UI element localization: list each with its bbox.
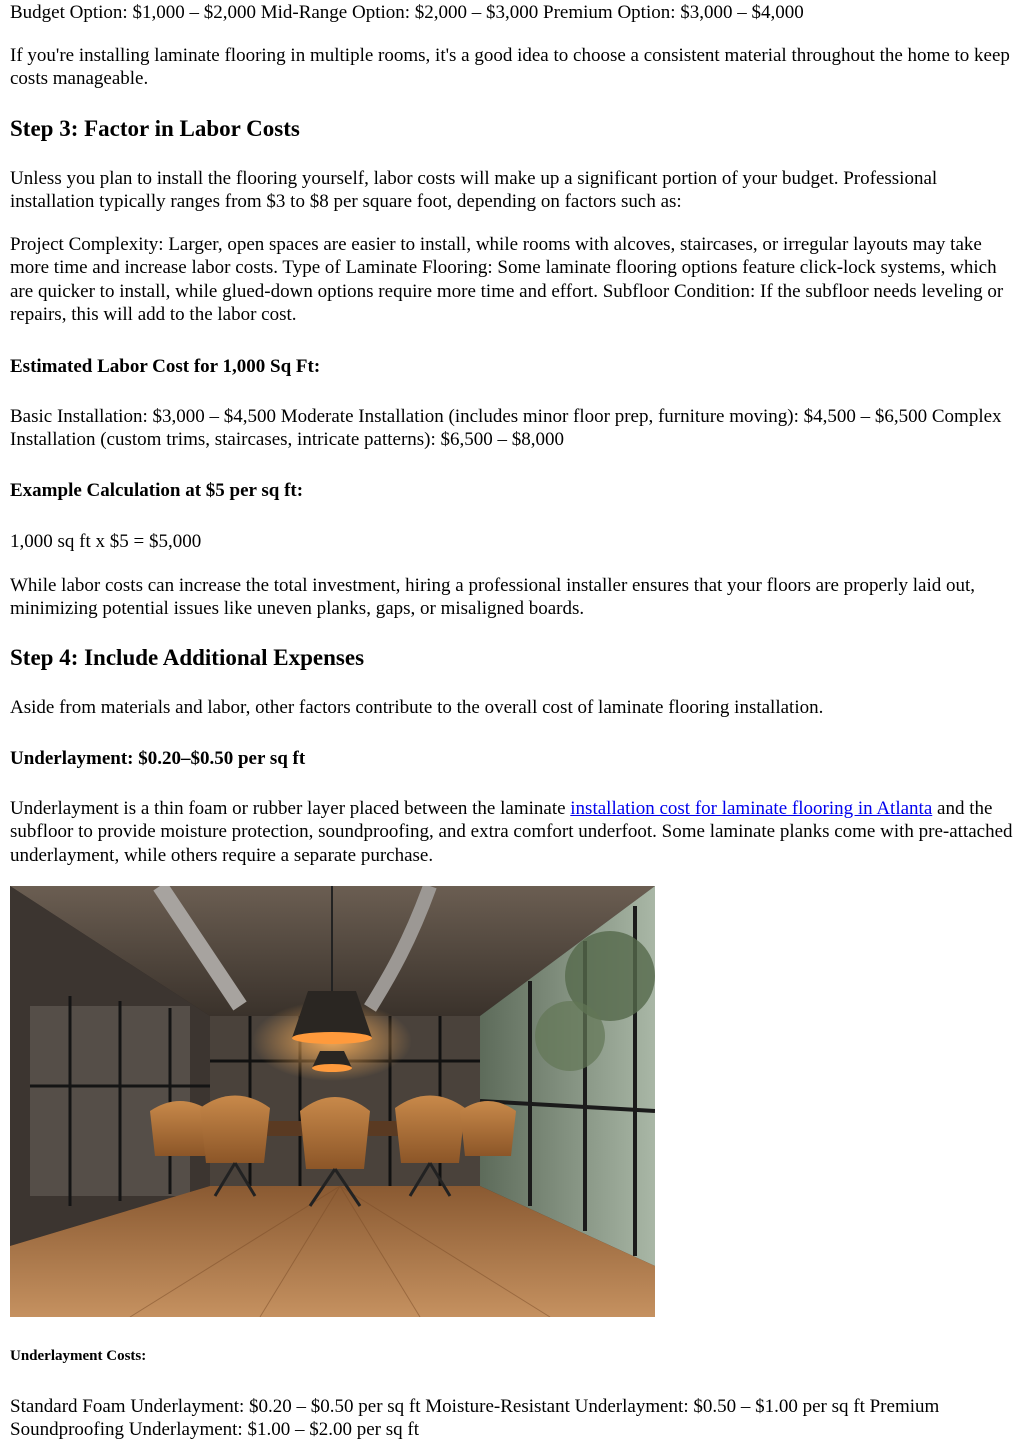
- multiple-rooms-text: If you're installing laminate flooring in multiple rooms, it's a good idea to choose a consistent material throughout the home to keep costs manageable.: [10, 45, 1010, 90]
- step3-heading: Step 3: Factor in Labor Costs: [10, 116, 300, 141]
- underlayment-paragraph: [10, 797, 1016, 867]
- underlayment-costs-title: Underlayment Costs:: [10, 1348, 147, 1364]
- example-calc-title: Example Calculation at $5 per sq ft:: [10, 480, 304, 501]
- example-calc-value: 1,000 sq ft x $5 = $5,000: [10, 531, 202, 552]
- underlayment-title: Underlayment: $0.20–$0.50 per sq ft: [10, 748, 306, 769]
- step4-heading: Step 4: Include Additional Expenses: [10, 645, 365, 670]
- underlayment-text-before: Underlayment is a thin foam or rubber layer placed between the laminate: [10, 798, 571, 819]
- conference-room-photo: [10, 886, 655, 1317]
- labor-closing-text: While labor costs can increase the total investment, hiring a professional installer ensures that your floors are properly laid out, minimizing potential issues like uneven planks, gaps, or misaligned boards.: [10, 575, 976, 620]
- labor-estimate-values: Basic Installation: $3,000 – $4,500 Moderate Installation (includes minor floor prep, furniture moving): $4,500 – $6,500 Complex Installation (custom trims, staircases, intricate patterns): $6,500 – $8,000: [10, 406, 1002, 451]
- conference-room-illustration: [10, 886, 655, 1317]
- step4-intro: Aside from materials and labor, other factors contribute to the overall cost of laminate flooring installation.: [10, 697, 824, 718]
- step3-intro: Unless you plan to install the flooring yourself, labor costs will make up a significant portion of your budget. Professional installation typically ranges from $3 to $8 per square foot, depending on factors such as:: [10, 168, 938, 213]
- underlayment-costs-values: Standard Foam Underlayment: $0.20 – $0.50 per sq ft Moisture-Resistant Underlayment: $0.50 – $1.00 per sq ft Premium Soundproofing Underlayment: $1.00 – $2.00 per sq ft: [10, 1396, 940, 1441]
- labor-estimate-title: Estimated Labor Cost for 1,000 Sq Ft:: [10, 356, 321, 377]
- budget-options-text: Budget Option: $1,000 – $2,000 Mid-Range Option: $2,000 – $3,000 Premium Option: $3,000 – $4,000: [10, 2, 804, 23]
- underlayment-text-after: and the subfloor to provide moisture protection, soundproofing, and extra comfort underfoot. Some laminate planks come with pre-attached underlayment, while others require a separate purchase.: [10, 798, 1013, 866]
- step3-factors: Project Complexity: Larger, open spaces are easier to install, while rooms with alcoves, staircases, or irregular layouts may take more time and increase labor costs. Type of Laminate Flooring: Some laminate flooring options feature click-lock systems, which are quicker to install, while glued-down options require more time and effort. Subfloor Condition: If the subfloor needs leveling or repairs, this will add to the labor cost.: [10, 234, 1004, 326]
- atlanta-installation-link[interactable]: installation cost for laminate flooring in Atlanta: [570, 798, 933, 819]
